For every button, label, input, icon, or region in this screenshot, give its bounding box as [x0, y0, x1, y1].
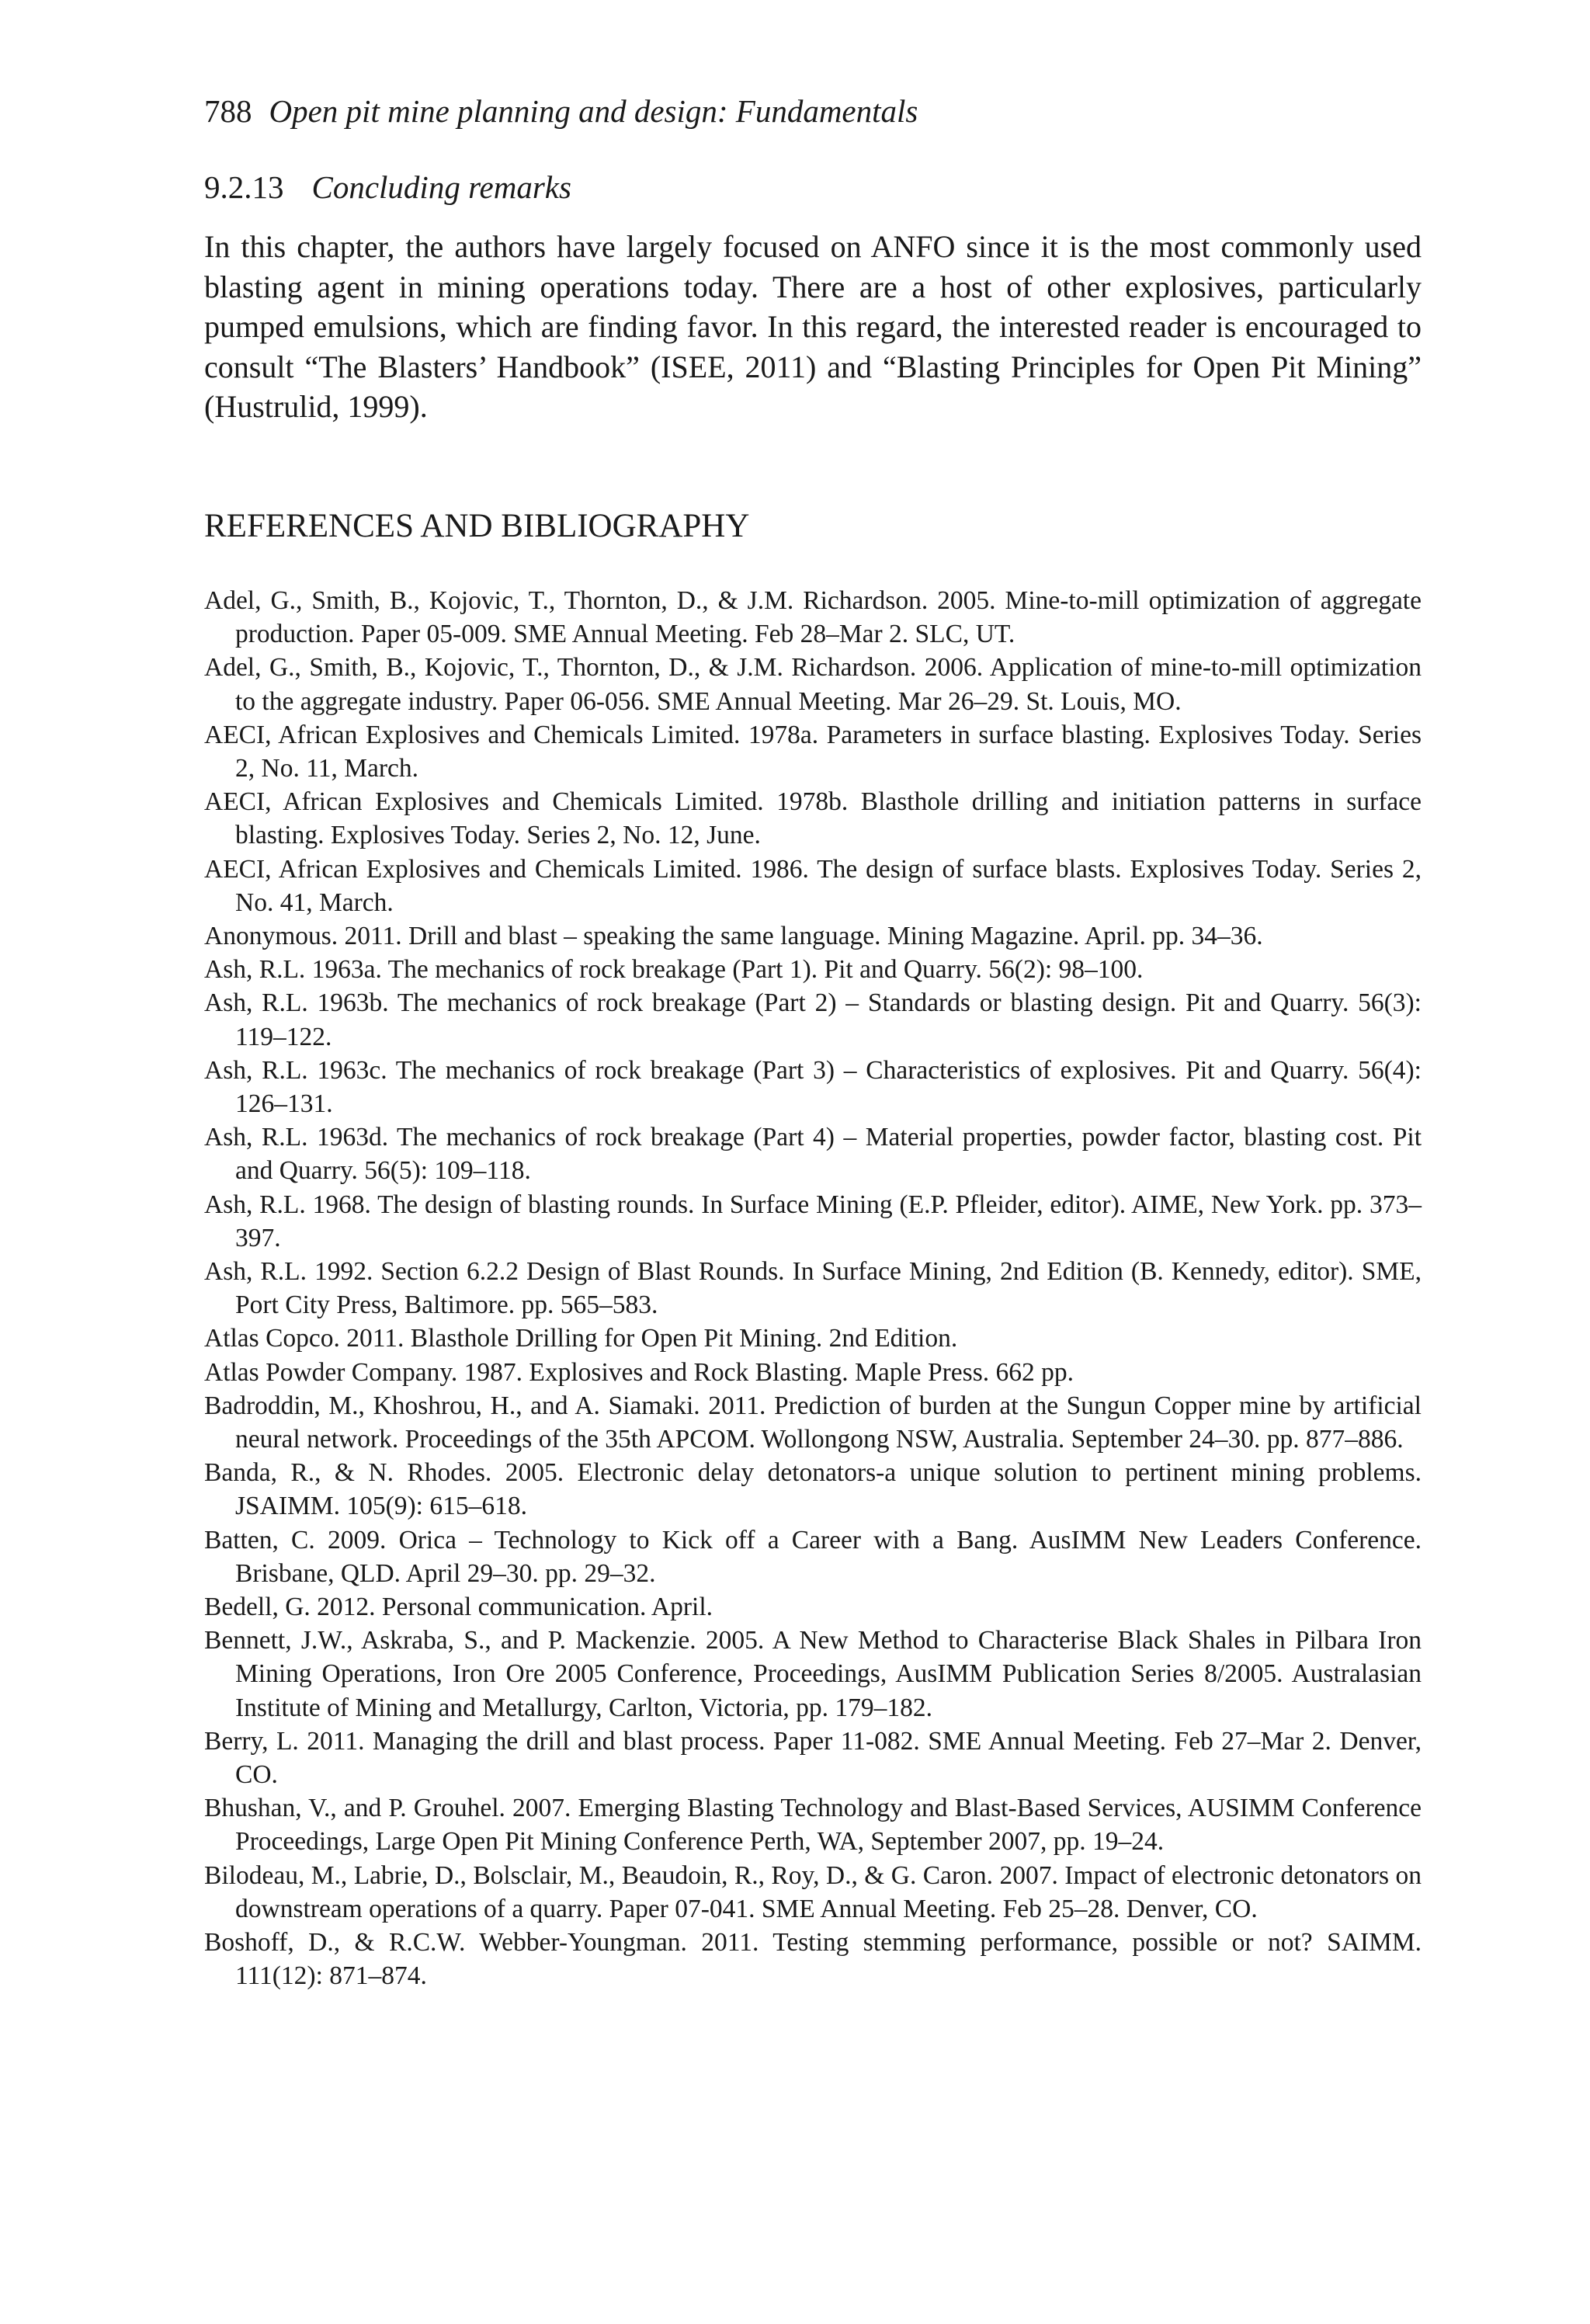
reference-item: Banda, R., & N. Rhodes. 2005. Electronic delay detonators-a unique solution to pertinent mining problems. JSAIMM. 105(9): 615–618.	[204, 1458, 1422, 1521]
reference-item: Anonymous. 2011. Drill and blast – speaking the same language. Mining Magazine. April. pp. 34–36.	[204, 922, 1263, 950]
reference-item: Bhushan, V., and P. Grouhel. 2007. Emerging Blasting Technology and Blast-Based Services, AUSIMM Conference Proceedings, Large Open Pit Mining Conference Perth, WA, September 2007, pp. 19–24.	[204, 1794, 1422, 1857]
reference-item: Adel, G., Smith, B., Kojovic, T., Thornton, D., & J.M. Richardson. 2006. Application of mine-to-mill optimization to the aggregate industry. Paper 06-056. SME Annual Meeting. Mar 26–29. St. Louis, MO.	[204, 653, 1422, 716]
concluding-paragraph: In this chapter, the authors have largely focused on ANFO since it is the most commonly used blasting agent in mining operations today. There are a host of other explosives, particularly pumped emulsions, which are finding favor. In this regard, the interested reader is encouraged to consult “The Blasters’ Handbook” (ISEE, 2011) and “Blasting Principles for Open Pit Mining” (Hustrulid, 1999).	[204, 229, 1422, 425]
reference-item: AECI, African Explosives and Chemicals Limited. 1978a. Parameters in surface blasting. Explosives Today. Series 2, No. 11, March.	[204, 720, 1422, 783]
reference-item: Ash, R.L. 1968. The design of blasting rounds. In Surface Mining (E.P. Pfleider, editor). AIME, New York. pp. 373–397.	[204, 1190, 1422, 1252]
book-title: Open pit mine planning and design	[269, 93, 717, 129]
section-number: 9.2.13	[204, 169, 284, 205]
references-list	[204, 584, 1422, 1993]
reference-item: AECI, African Explosives and Chemicals Limited. 1978b. Blasthole drilling and initiation patterns in surface blasting. Explosives Today. Series 2, No. 12, June.	[204, 787, 1422, 850]
page-number: 788	[204, 93, 252, 129]
reference-item: Bedell, G. 2012. Personal communication. April.	[204, 1593, 713, 1622]
reference-item: Ash, R.L. 1963a. The mechanics of rock breakage (Part 1). Pit and Quarry. 56(2): 98–100.	[204, 955, 1144, 985]
reference-item: Ash, R.L. 1963b. The mechanics of rock breakage (Part 2) – Standards or blasting design. Pit and Quarry. 56(3): 119–122.	[204, 988, 1422, 1051]
reference-item: Bilodeau, M., Labrie, D., Bolsclair, M., Beaudoin, R., Roy, D., & G. Caron. 2007. Impact of electronic detonators on downstream operations of a quarry. Paper 07-041. SME Annual Meeting. Feb 25–28. Denver, CO.	[204, 1860, 1422, 1923]
reference-item: Atlas Copco. 2011. Blasthole Drilling for Open Pit Mining. 2nd Edition.	[204, 1324, 958, 1353]
reference-item: Atlas Powder Company. 1987. Explosives and Rock Blasting. Maple Press. 662 pp.	[204, 1357, 1074, 1387]
reference-item: Ash, R.L. 1963d. The mechanics of rock breakage (Part 4) – Material properties, powder factor, blasting cost. Pit and Quarry. 56(5): 109–118.	[204, 1123, 1422, 1186]
running-head	[204, 92, 1422, 130]
reference-item: Ash, R.L. 1992. Section 6.2.2 Design of Blast Rounds. In Surface Mining, 2nd Edition (B. Kennedy, editor). SME, Port City Press, Baltimore. pp. 565–583.	[204, 1257, 1422, 1320]
reference-item: AECI, African Explosives and Chemicals Limited. 1986. The design of surface blasts. Explosives Today. Series 2, No. 41, March.	[204, 854, 1422, 917]
book-subtitle: : Fundamentals	[717, 93, 918, 129]
section-title: Concluding remarks	[311, 169, 571, 205]
reference-item: Boshoff, D., & R.C.W. Webber-Youngman. 2011. Testing stemming performance, possible or not? SAIMM. 111(12): 871–874.	[204, 1928, 1422, 1991]
reference-item: Badroddin, M., Khoshrou, H., and A. Siamaki. 2011. Prediction of burden at the Sungun Copper mine by artificial neural network. Proceedings of the 35th APCOM. Wollongong NSW, Australia. September 24–30. pp. 877–886.	[204, 1391, 1422, 1454]
section-heading	[204, 168, 1422, 207]
reference-item: Adel, G., Smith, B., Kojovic, T., Thornton, D., & J.M. Richardson. 2005. Mine-to-mill optimization of aggregate production. Paper 05-009. SME Annual Meeting. Feb 28–Mar 2. SLC, UT.	[204, 585, 1422, 649]
references-heading: REFERENCES AND BIBLIOGRAPHY	[204, 507, 750, 544]
reference-item: Ash, R.L. 1963c. The mechanics of rock breakage (Part 3) – Characteristics of explosives. Pit and Quarry. 56(4): 126–131.	[204, 1055, 1422, 1119]
page	[204, 92, 1422, 1993]
reference-item: Bennett, J.W., Askraba, S., and P. Mackenzie. 2005. A New Method to Characterise Black Shales in Pilbara Iron Mining Operations, Iron Ore 2005 Conference, Proceedings, AusIMM Publication Series 8/2005. Australasian Institute of Mining and Metallurgy, Carlton, Victoria, pp. 179–182.	[204, 1626, 1422, 1722]
reference-item: Berry, L. 2011. Managing the drill and blast process. Paper 11-082. SME Annual Meeting. Feb 27–Mar 2. Denver, CO.	[204, 1726, 1422, 1790]
reference-item: Batten, C. 2009. Orica – Technology to Kick off a Career with a Bang. AusIMM New Leaders Conference. Brisbane, QLD. April 29–30. pp. 29–32.	[204, 1525, 1422, 1588]
